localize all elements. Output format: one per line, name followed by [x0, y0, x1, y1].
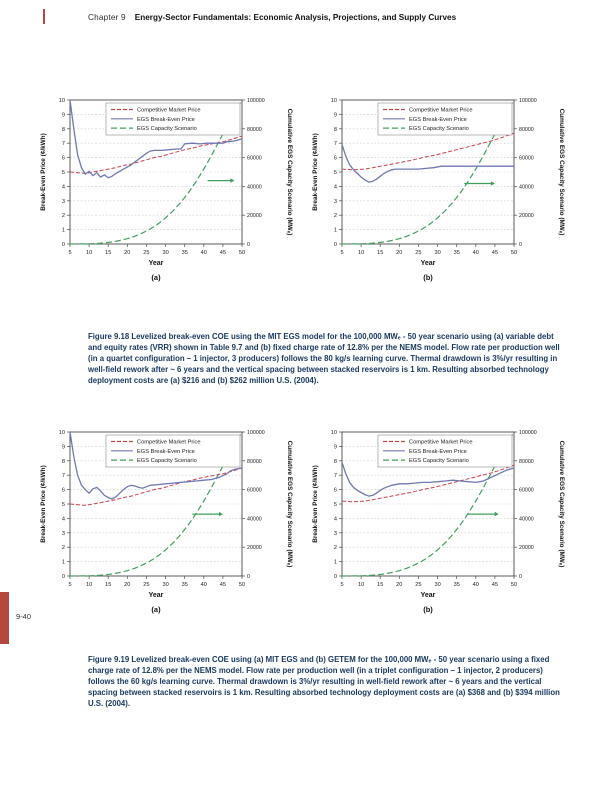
svg-text:Competitive Market Price: Competitive Market Price	[137, 439, 201, 446]
svg-text:3: 3	[333, 530, 337, 537]
svg-text:10: 10	[58, 98, 65, 104]
svg-text:10: 10	[357, 250, 365, 256]
svg-text:5: 5	[333, 502, 337, 508]
svg-text:9: 9	[61, 444, 65, 451]
svg-text:30: 30	[162, 582, 169, 588]
svg-text:80000: 80000	[519, 458, 534, 465]
svg-text:0: 0	[61, 242, 65, 248]
svg-text:20: 20	[396, 582, 403, 588]
svg-text:0: 0	[333, 242, 337, 248]
svg-text:Cumulative EGS Capacity Scenar: Cumulative EGS Capacity Scenario (MWₑ)	[286, 440, 293, 568]
svg-text:4: 4	[333, 184, 337, 191]
svg-text:(a): (a)	[151, 605, 161, 614]
svg-text:EGS Break-Even Price: EGS Break-Even Price	[409, 116, 467, 123]
svg-text:5: 5	[61, 170, 65, 176]
svg-text:100000: 100000	[519, 430, 537, 436]
svg-text:1: 1	[61, 227, 65, 234]
svg-text:6: 6	[333, 487, 337, 494]
svg-text:5: 5	[340, 250, 344, 256]
svg-text:7: 7	[61, 473, 65, 480]
svg-text:0: 0	[247, 574, 250, 580]
svg-text:EGS Break-Even Price: EGS Break-Even Price	[137, 448, 195, 455]
svg-text:40: 40	[200, 250, 207, 256]
figure-9-19-charts	[36, 424, 570, 620]
figure-9-18-charts	[36, 92, 570, 288]
svg-text:0: 0	[247, 242, 250, 248]
svg-text:8: 8	[61, 458, 65, 465]
svg-text:20: 20	[124, 582, 131, 588]
svg-text:10: 10	[330, 430, 337, 436]
svg-text:40: 40	[472, 250, 479, 256]
svg-text:20000: 20000	[247, 545, 262, 552]
svg-text:9: 9	[333, 444, 337, 451]
svg-text:0: 0	[519, 574, 522, 580]
svg-text:3: 3	[61, 530, 65, 537]
svg-text:40: 40	[200, 582, 207, 588]
svg-text:45: 45	[491, 582, 499, 588]
svg-text:7: 7	[333, 473, 337, 480]
svg-text:80000: 80000	[247, 458, 262, 465]
svg-text:Year: Year	[420, 260, 436, 267]
svg-text:45: 45	[219, 250, 227, 256]
svg-text:5: 5	[68, 582, 72, 588]
chart-9-18b	[308, 92, 570, 288]
svg-text:35: 35	[181, 250, 188, 256]
svg-text:15: 15	[377, 250, 384, 256]
svg-text:Cumulative EGS Capacity Scenar: Cumulative EGS Capacity Scenario (MWₑ)	[558, 108, 565, 236]
svg-text:8: 8	[333, 458, 337, 465]
svg-text:5: 5	[333, 170, 337, 176]
svg-text:100000: 100000	[519, 98, 537, 104]
svg-text:80000: 80000	[519, 126, 534, 133]
svg-text:20000: 20000	[519, 213, 534, 220]
svg-text:EGS Capacity Scenario: EGS Capacity Scenario	[137, 458, 197, 465]
line-chart	[308, 424, 570, 620]
svg-text:60000: 60000	[247, 155, 262, 162]
svg-text:Break-Even Price (¢/kWh): Break-Even Price (¢/kWh)	[40, 465, 47, 543]
figure-9-19-caption: Figure 9.19 Levelized break-even COE using (a) MIT EGS and (b) GETEM for the 100,000 MWₑ - 50 year scenario using a fixed charge rate of 12.8% per the NEMS model. Flow rate per production well (in a triplet configuration – 1 injector, 2 producers) follows the 60 kg/s learning curve. Thermal drawdown is 3%/yr resulting in well-field rework after ~ 6 years and the vertical spacing between stacked reservoirs is 1 km. Resulting absorbed technology deployment costs are (a) $368 and (b) $394 million U.S. (2004).	[88, 655, 560, 709]
svg-text:100000: 100000	[247, 430, 265, 436]
page-number: 9-40	[16, 612, 32, 621]
svg-text:6: 6	[61, 155, 65, 162]
svg-text:Year: Year	[148, 260, 164, 267]
svg-text:20000: 20000	[247, 213, 262, 220]
svg-text:50: 50	[510, 582, 518, 588]
svg-text:45: 45	[219, 582, 227, 588]
chapter-side-tab	[0, 592, 9, 644]
svg-text:10: 10	[85, 582, 93, 588]
svg-text:1: 1	[333, 559, 337, 566]
svg-text:25: 25	[143, 582, 150, 588]
svg-text:3: 3	[61, 198, 65, 205]
svg-text:40000: 40000	[247, 516, 262, 523]
svg-text:Competitive Market Price: Competitive Market Price	[409, 107, 473, 114]
svg-text:0: 0	[61, 574, 65, 580]
svg-text:7: 7	[61, 141, 65, 148]
svg-text:2: 2	[333, 545, 337, 552]
svg-text:7: 7	[333, 141, 337, 148]
svg-text:5: 5	[68, 250, 72, 256]
chart-9-19a	[36, 424, 298, 620]
svg-text:30: 30	[434, 582, 441, 588]
svg-text:20000: 20000	[519, 545, 534, 552]
svg-text:6: 6	[61, 487, 65, 494]
svg-text:30: 30	[162, 250, 169, 256]
svg-text:80000: 80000	[247, 126, 262, 133]
svg-text:20: 20	[124, 250, 131, 256]
svg-text:10: 10	[85, 250, 93, 256]
header-accent-rule	[43, 9, 45, 24]
svg-text:4: 4	[333, 516, 337, 523]
chart-9-18a	[36, 92, 298, 288]
svg-text:Break-Even Price (¢/kWh): Break-Even Price (¢/kWh)	[312, 133, 319, 211]
svg-text:50: 50	[238, 250, 246, 256]
svg-text:40: 40	[472, 582, 479, 588]
chapter-label: Chapter 9	[88, 13, 126, 22]
svg-text:40000: 40000	[247, 184, 262, 191]
page-header	[88, 13, 456, 22]
svg-text:2: 2	[333, 213, 337, 220]
line-chart	[36, 424, 298, 620]
svg-text:3: 3	[333, 198, 337, 205]
svg-text:15: 15	[105, 582, 112, 588]
svg-text:100000: 100000	[247, 98, 265, 104]
svg-text:20: 20	[396, 250, 403, 256]
svg-text:(b): (b)	[423, 605, 433, 614]
svg-text:Break-Even Price (¢/kWh): Break-Even Price (¢/kWh)	[40, 133, 47, 211]
svg-text:Competitive Market Price: Competitive Market Price	[137, 107, 201, 114]
svg-text:10: 10	[330, 98, 337, 104]
svg-text:60000: 60000	[247, 487, 262, 494]
line-chart	[36, 92, 298, 288]
svg-text:Cumulative EGS Capacity Scenar: Cumulative EGS Capacity Scenario (MWₑ)	[558, 440, 565, 568]
figure-9-18-caption: Figure 9.18 Levelized break-even COE using the MIT EGS model for the 100,000 MWₑ - 50 year scenario using (a) variable debt and equity rates (VRR) shown in Table 9.7 and (b) fixed charge rate of 12.8% per the NEMS model. Flow rate per production well (in a quartet configuration – 1 injector, 3 producers) follows the 80 kg/s learning curve. Thermal drawdown is 3%/yr resulting in well-field rework after ~ 6 years and the vertical spacing between stacked reservoirs is 1 km. Resulting absorbed technology deployment costs are (a) $216 and (b) $262 million U.S. (2004).	[88, 332, 560, 386]
svg-text:0: 0	[519, 242, 522, 248]
svg-text:5: 5	[340, 582, 344, 588]
svg-text:2: 2	[61, 213, 65, 220]
svg-text:9: 9	[61, 112, 65, 119]
svg-text:EGS Capacity Scenario: EGS Capacity Scenario	[409, 126, 469, 133]
chapter-title: Energy-Sector Fundamentals: Economic Analysis, Projections, and Supply Curves	[134, 13, 457, 22]
svg-text:4: 4	[61, 516, 65, 523]
svg-text:50: 50	[238, 582, 246, 588]
svg-text:5: 5	[61, 502, 65, 508]
svg-text:Year: Year	[148, 592, 164, 599]
svg-text:25: 25	[415, 582, 422, 588]
svg-text:Cumulative EGS Capacity Scenar: Cumulative EGS Capacity Scenario (MWₑ)	[286, 108, 293, 236]
svg-text:60000: 60000	[519, 487, 534, 494]
svg-text:15: 15	[105, 250, 112, 256]
svg-text:6: 6	[333, 155, 337, 162]
svg-text:35: 35	[453, 582, 460, 588]
svg-text:10: 10	[357, 582, 365, 588]
svg-text:60000: 60000	[519, 155, 534, 162]
svg-text:Competitive Market Price: Competitive Market Price	[409, 439, 473, 446]
svg-text:0: 0	[333, 574, 337, 580]
svg-text:40000: 40000	[519, 516, 534, 523]
svg-text:35: 35	[453, 250, 460, 256]
svg-text:35: 35	[181, 582, 188, 588]
svg-text:8: 8	[333, 126, 337, 133]
svg-text:9: 9	[333, 112, 337, 119]
line-chart	[308, 92, 570, 288]
svg-text:50: 50	[510, 250, 518, 256]
svg-text:25: 25	[143, 250, 150, 256]
svg-text:8: 8	[61, 126, 65, 133]
svg-text:25: 25	[415, 250, 422, 256]
svg-text:EGS Break-Even Price: EGS Break-Even Price	[409, 448, 467, 455]
svg-text:15: 15	[377, 582, 384, 588]
svg-text:45: 45	[491, 250, 499, 256]
svg-text:EGS Break-Even Price: EGS Break-Even Price	[137, 116, 195, 123]
svg-text:4: 4	[61, 184, 65, 191]
svg-text:2: 2	[61, 545, 65, 552]
svg-text:EGS Capacity Scenario: EGS Capacity Scenario	[137, 126, 197, 133]
svg-text:Year: Year	[420, 592, 436, 599]
svg-text:(a): (a)	[151, 273, 161, 282]
svg-text:(b): (b)	[423, 273, 433, 282]
svg-text:30: 30	[434, 250, 441, 256]
svg-text:40000: 40000	[519, 184, 534, 191]
svg-text:Break-Even Price (¢/kWh): Break-Even Price (¢/kWh)	[312, 465, 319, 543]
chart-9-19b	[308, 424, 570, 620]
svg-text:10: 10	[58, 430, 65, 436]
svg-text:EGS Capacity Scenario: EGS Capacity Scenario	[409, 458, 469, 465]
svg-text:1: 1	[61, 559, 65, 566]
svg-text:1: 1	[333, 227, 337, 234]
